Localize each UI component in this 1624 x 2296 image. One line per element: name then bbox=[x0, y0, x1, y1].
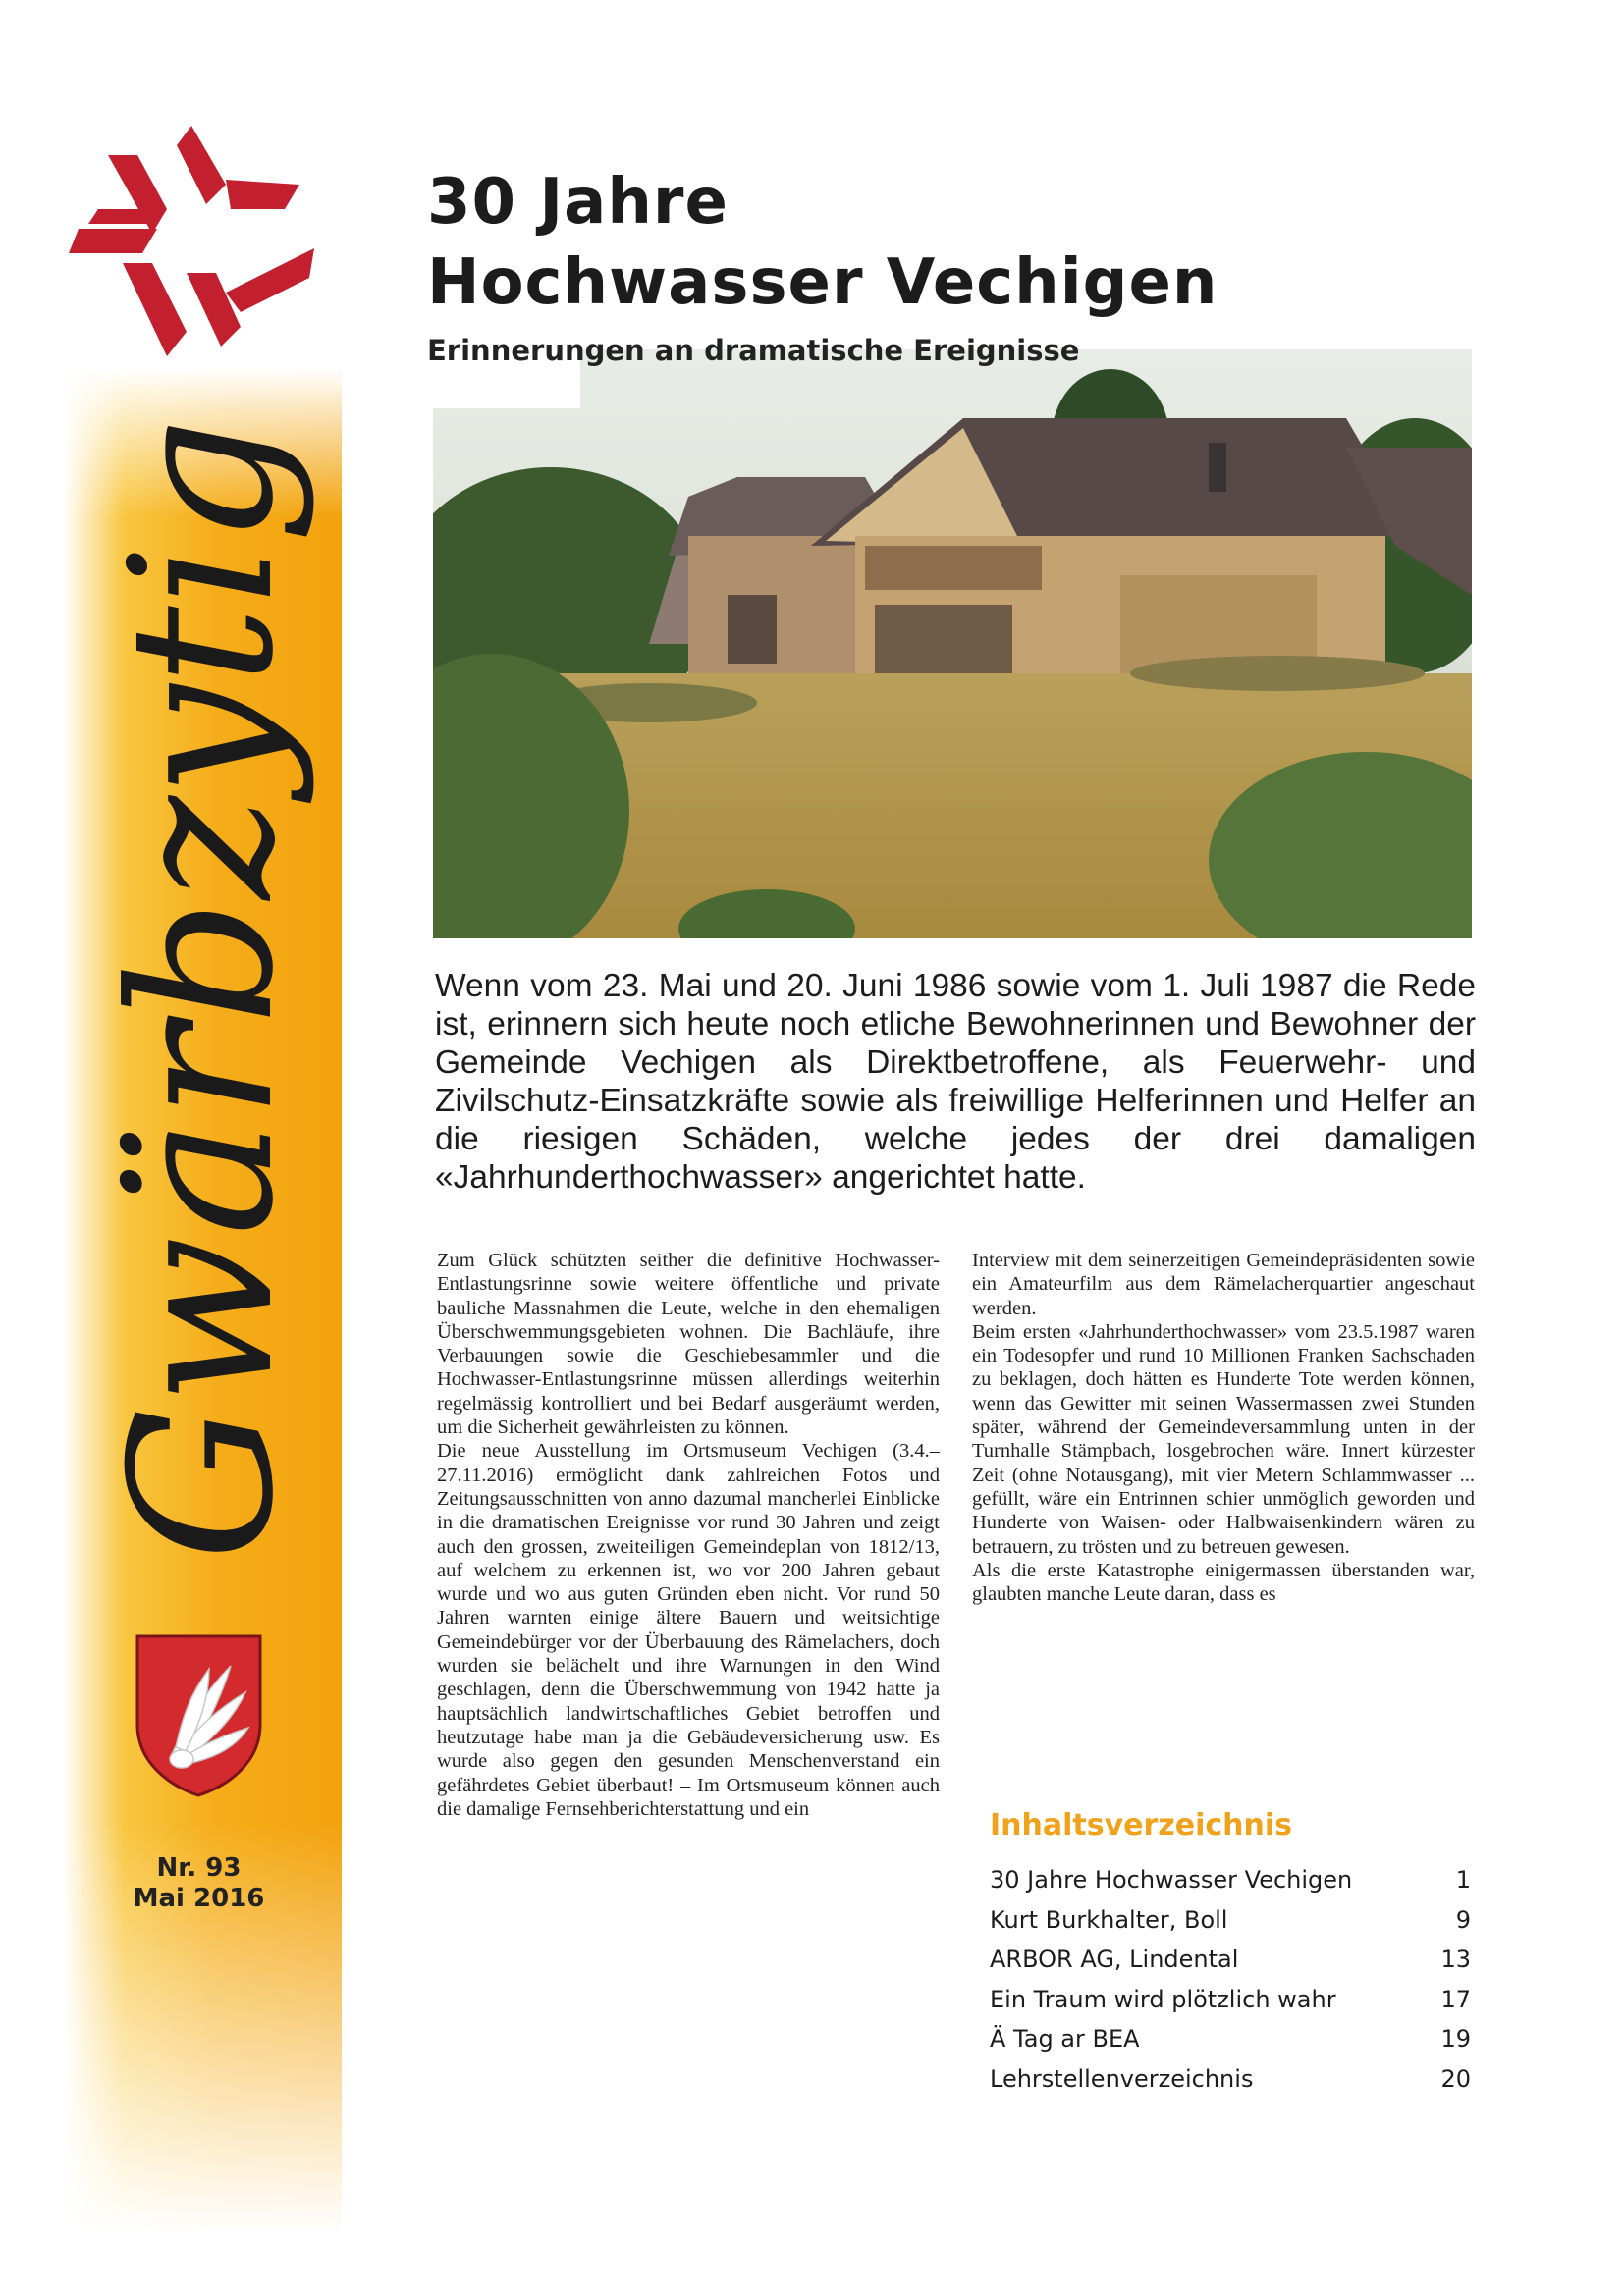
article-title-line2: Hochwasser Vechigen bbox=[427, 246, 1218, 319]
toc-item[interactable] bbox=[990, 1900, 1471, 1941]
masthead-title bbox=[88, 412, 324, 1590]
toc-item-label: Ein Traum wird plötzlich wahr bbox=[990, 1985, 1336, 2013]
toc-item-page: 1 bbox=[1455, 1866, 1471, 1894]
article-column-1 bbox=[437, 1249, 940, 1821]
article-subtitle: Erinnerungen an dramatische Ereignisse bbox=[427, 334, 1080, 367]
toc-item[interactable] bbox=[990, 1860, 1471, 1900]
toc-title: Inhaltsverzeichnis bbox=[990, 1808, 1293, 1842]
issue-number: Nr. 93 bbox=[156, 1853, 242, 1883]
toc-item-page: 19 bbox=[1440, 2025, 1471, 2053]
issue-date: Mai 2016 bbox=[133, 1884, 265, 1913]
article-paragraph: Interview mit dem seinerzeitigen Gemeindepräsidenten sowie ein Amateurfilm aus dem Rämelacherquartier angeschaut werden. bbox=[972, 1250, 1475, 1319]
toc-item-page: 13 bbox=[1440, 1946, 1471, 1973]
table-of-contents bbox=[990, 1808, 1471, 2099]
toc-item-label: Kurt Burkhalter, Boll bbox=[990, 1905, 1228, 1934]
issue-info bbox=[113, 1853, 285, 1914]
gewerbe-logo-icon bbox=[69, 126, 324, 371]
toc-item-label: ARBOR AG, Lindental bbox=[990, 1946, 1239, 1973]
article-paragraph: Zum Glück schützten seither die definitive Hochwasser-Entlastungsrinne sowie weitere öffentliche und private bauliche Massnahmen die Leute, welche in den ehemaligen Überschwemmungsgebieten wohnen. Die Bachläufe, ihre Verbauungen sowie die Geschiebesammler und die Hochwasser-Entlastungsrinne müssen allerdings weiterhin regelmässig kontrolliert und bei Bedarf ausgeräumt werden, um die Sicherheit gewährleisten zu können. bbox=[437, 1250, 940, 1439]
masthead-title-text: Gwärbzytig bbox=[88, 417, 317, 1561]
article-paragraph: Die neue Ausstellung im Ortsmuseum Vechigen (3.4.–27.11.2016) ermöglicht dank zahlreichen Fotos und Zeitungsausschnitten von anno dazumal mancherlei Einblicke in die dramatischen Ereignisse vor rund 30 Jahren und zeigt auch den grossen, zweiteiligen Gemeindeplan von 1812/13, auf welchem zu erkennen ist, wo vor 200 Jahren gebaut wurde und wo aus guten Gründen eben nicht. Vor rund 50 Jahren warnten einige ältere Bauern und weitsichtige Gemeindebürger vor der Überbauung des Rämelachers, doch wurden sie belächelt und ihre Warnungen in den Wind geschlagen, denn die Überschwemmung von 1942 hatte ja hauptsächlich landwirtschaftliches Gebiet betroffen und heutzutage habe man ja die Gebäudeversicherung usw. Es wurde also gegen den gesunden Menschenverstand ein gefährdetes Gebiet überbaut! – Im Ortsmuseum können auch die damalige Fernsehberichterstattung und ein bbox=[437, 1440, 940, 1820]
toc-item-page: 9 bbox=[1455, 1905, 1471, 1934]
article-title bbox=[427, 162, 1429, 323]
toc-item-label: Lehrstellenverzeichnis bbox=[990, 2064, 1254, 2093]
toc-item-label: Ä Tag ar BEA bbox=[990, 2025, 1140, 2053]
toc-item-page: 20 bbox=[1440, 2064, 1471, 2093]
toc-item[interactable] bbox=[990, 1940, 1471, 1980]
toc-item[interactable] bbox=[990, 2019, 1471, 2059]
toc-item[interactable] bbox=[990, 1980, 1471, 2020]
toc-item[interactable] bbox=[990, 2059, 1471, 2100]
article-lead: Wenn vom 23. Mai und 20. Juni 1986 sowie vom 1. Juli 1987 die Rede ist, erinnern sich heute noch etliche Bewohnerinnen und Bewohner der Gemeinde Vechigen als Direktbetroffene, als Feuerwehr- und Zivilschutz-Einsatzkräfte sowie als freiwillige Helferinnen und Helfer an die riesigen Schäden, welche jedes der drei damaligen «Jahrhunderthochwasser» angerichtet hatte. bbox=[435, 968, 1476, 1196]
article-paragraph: Beim ersten «Jahrhunderthochwasser» vom 23.5.1987 waren ein Todesopfer und rund 10 Millionen Franken Sachschaden zu beklagen, doch hätten es Hunderte Tote werden können, wenn das Gewitter mit seinen Wassermassen zwei Stunden später, während der Gemeindeversammlung unten in der Turnhalle Stämpbach, losgebrochen wäre. Innert kürzester Zeit (ohne Notausgang), mit vier Metern Schlammwasser ... gefüllt, wäre ein Entrinnen schier unmöglich geworden und Hunderte von Waisen- oder Halbwaisenkindern wären zu betrauern, zu trösten und zu betreuen gewesen. bbox=[972, 1320, 1475, 1558]
article-paragraph: Als die erste Katastrophe einigermassen überstanden war, glaubten manche Leute daran, dass es bbox=[972, 1559, 1475, 1606]
toc-item-label: 30 Jahre Hochwasser Vechigen bbox=[990, 1866, 1353, 1894]
article-column-2 bbox=[972, 1249, 1475, 1606]
article-title-line1: 30 Jahre bbox=[427, 166, 729, 239]
flood-houses-photo bbox=[433, 349, 1472, 938]
toc-item-page: 17 bbox=[1440, 1985, 1471, 2013]
coat-of-arms-icon bbox=[133, 1631, 265, 1798]
